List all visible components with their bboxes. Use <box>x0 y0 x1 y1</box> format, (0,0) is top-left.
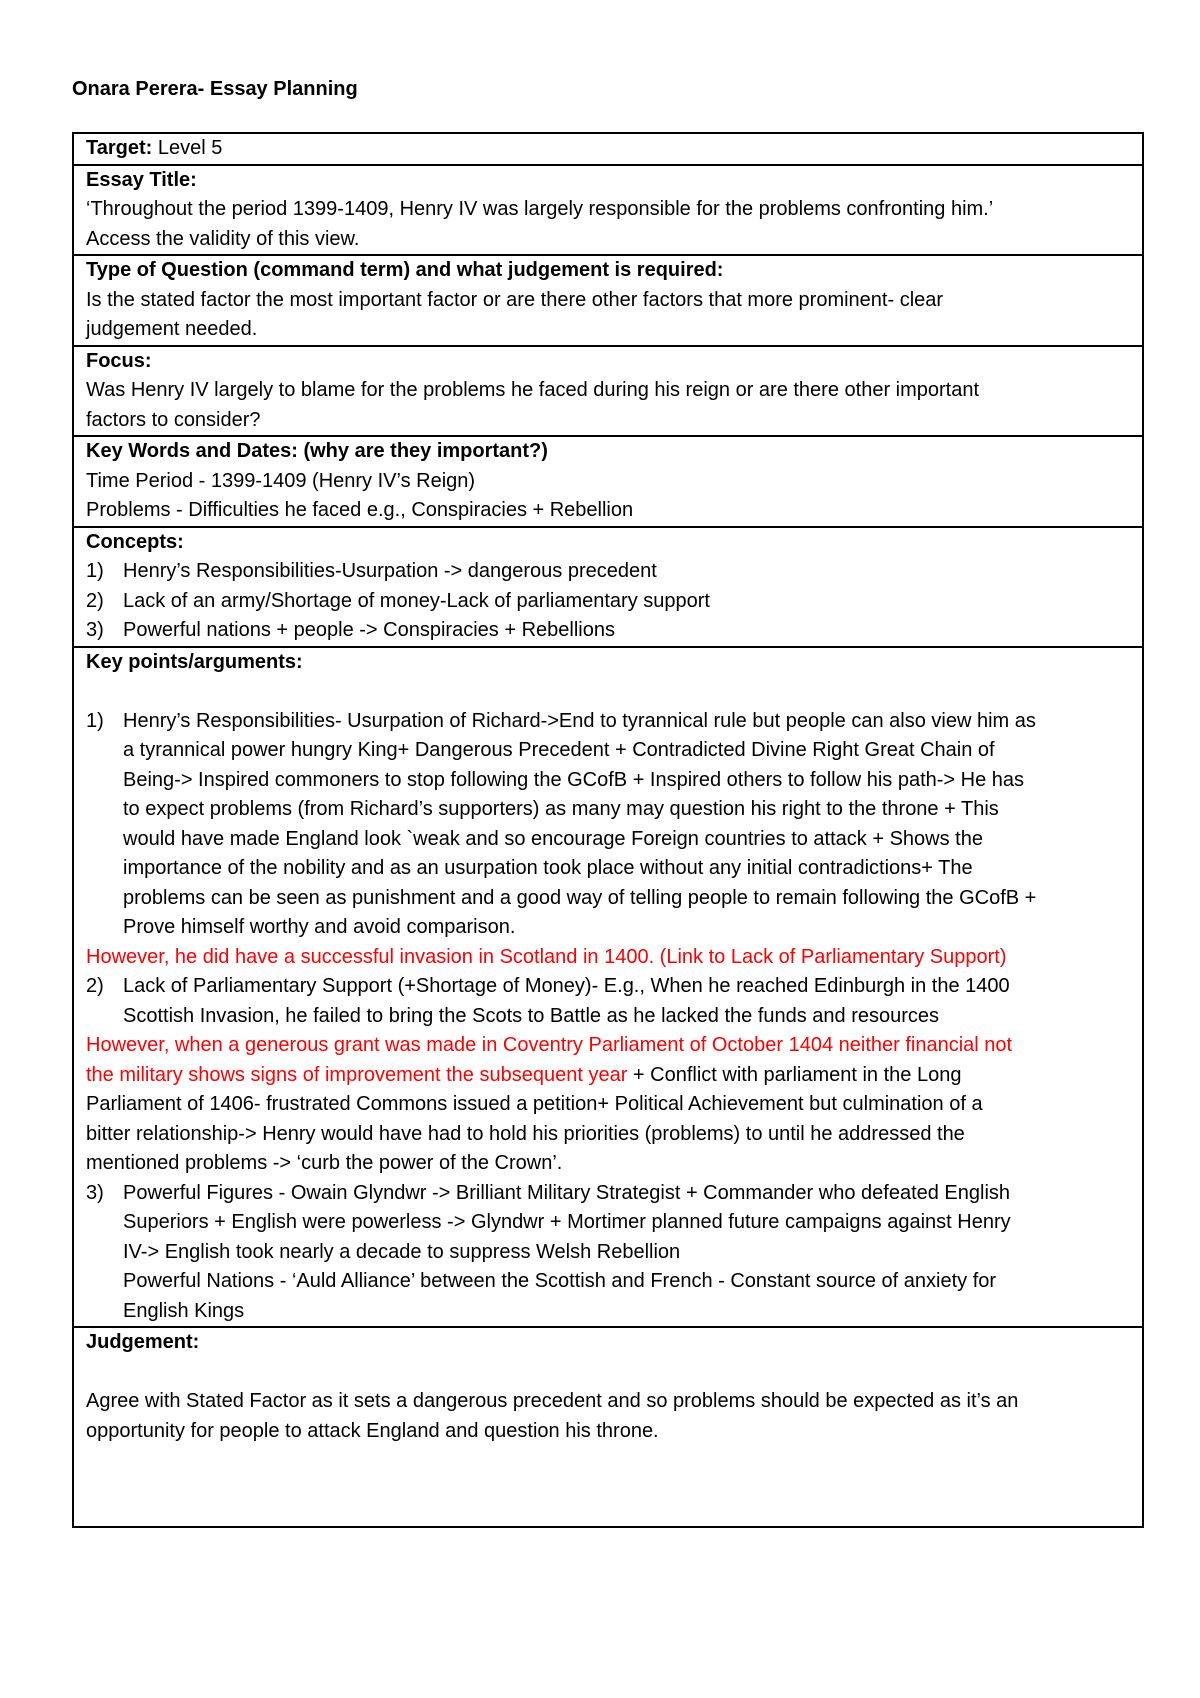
key-words-row <box>74 435 1142 526</box>
target-value: Level 5 <box>152 137 223 159</box>
point-line: bitter relationship-> Henry would have had to hold his priorities (problems) to until he addressed the <box>86 1122 965 1145</box>
point-line: importance of the nobility and as an usurpation took place without any initial contradictions+ The <box>123 857 973 879</box>
point-line: would have made England look `weak and so encourage Foreign countries to attack + Shows the <box>123 827 983 850</box>
point-line: Lack of Parliamentary Support (+Shortage of Money)- E.g., When he reached Edinburgh in the 1400 <box>123 975 1010 997</box>
focus-row <box>74 345 1142 436</box>
point-line: Parliament of 1406- frustrated Commons issued a petition+ Political Achievement but culmination of a <box>86 1093 983 1115</box>
list-item <box>86 1179 1132 1327</box>
focus-label: Focus: <box>86 349 152 372</box>
judgement-row <box>74 1326 1142 1526</box>
key-words-line: Time Period - 1399-1409 (Henry IV’s Reign) <box>86 469 476 492</box>
list-number: 3) <box>86 619 104 641</box>
point-line: Scottish Invasion, he failed to bring the Scots to Battle as he lacked the funds and resources <box>123 1004 940 1027</box>
point-line: Being-> Inspired commoners to stop following the GCofB + Inspired others to follow his path-> He has <box>123 768 1025 791</box>
judgement-line: opportunity for people to attack England and question his throne. <box>86 1419 659 1442</box>
list-item <box>86 616 1132 646</box>
point-line: a tyrannical power hungry King+ Dangerous Precedent + Contradicted Divine Right Great Chain of <box>123 739 995 761</box>
page-title: Onara Perera- Essay Planning <box>72 78 358 100</box>
question-type-line: Is the stated factor the most important factor or are there other factors that more prominent- clear <box>86 288 944 311</box>
question-type-line: judgement needed. <box>86 318 258 340</box>
point-line: problems can be seen as punishment and a good way of telling people to remain following the GCofB + <box>123 886 1037 909</box>
key-words-line: Problems - Difficulties he faced e.g., Conspiracies + Rebellion <box>86 499 634 521</box>
concepts-label: Concepts: <box>86 530 184 553</box>
list-item <box>86 557 1132 587</box>
point-line: English Kings <box>123 1299 245 1322</box>
point-line: Henry’s Responsibilities- Usurpation of Richard->End to tyrannical rule but people can also view him as <box>123 709 1036 732</box>
list-item <box>86 587 1132 617</box>
blank-line <box>86 1358 1132 1388</box>
list-number: 1) <box>86 709 104 732</box>
point-line: + Conflict with parliament in the Long <box>627 1063 962 1086</box>
concepts-row <box>74 526 1142 646</box>
counter-argument: However, he did have a successful invasion in Scotland in 1400. (Link to Lack of Parliamentary Support) <box>86 945 1007 968</box>
essay-title-label: Essay Title: <box>86 168 197 191</box>
list-number: 1) <box>86 560 104 582</box>
question-type-label: Type of Question (command term) and what judgement is required: <box>86 259 724 281</box>
essay-title-line: ‘Throughout the period 1399-1409, Henry IV was largely responsible for the problems confronting him.’ <box>86 198 994 220</box>
key-words-label: Key Words and Dates: (why are they important?) <box>86 440 548 462</box>
list-number: 2) <box>86 589 104 612</box>
focus-line: Was Henry IV largely to blame for the problems he faced during his reign or are there other important <box>86 379 980 401</box>
list-number: 2) <box>86 975 104 997</box>
essay-plan-table <box>72 132 1144 1528</box>
list-item-text: Powerful nations + people -> Conspiracies + Rebellions <box>123 619 615 641</box>
essay-title-line: Access the validity of this view. <box>86 227 360 250</box>
counter-argument: the military shows signs of improvement the subsequent year <box>86 1063 628 1086</box>
point-line: mentioned problems -> ‘curb the power of the Crown’. <box>86 1152 563 1174</box>
key-points-list <box>86 972 1132 1031</box>
target-row <box>74 134 1142 164</box>
list-item-text: Henry’s Responsibilities-Usurpation -> dangerous precedent <box>123 560 657 582</box>
key-points-row <box>74 646 1142 1327</box>
list-item-text: Lack of an army/Shortage of money-Lack of parliamentary support <box>123 589 710 612</box>
point-line: Powerful Nations - ‘Auld Alliance’ between the Scottish and French - Constant source of anxiety for <box>123 1270 997 1292</box>
point-line: to expect problems (from Richard’s supporters) as many may question his right to the throne + This <box>123 798 999 820</box>
list-number: 3) <box>86 1181 104 1204</box>
list-item <box>86 972 1132 1031</box>
concepts-list <box>86 557 1132 646</box>
judgement-label: Judgement: <box>86 1331 200 1353</box>
point-line: Prove himself worthy and avoid comparison. <box>123 916 516 938</box>
counter-argument: However, when a generous grant was made in Coventry Parliament of October 1404 neither financial not <box>86 1034 1013 1056</box>
judgement-line: Agree with Stated Factor as it sets a dangerous precedent and so problems should be expected as it’s an <box>86 1390 1019 1412</box>
essay-title-row <box>74 164 1142 255</box>
point-line: Powerful Figures - Owain Glyndwr -> Brilliant Military Strategist + Commander who defeated English <box>123 1181 1011 1204</box>
target-label: Target: <box>86 137 153 159</box>
list-item <box>86 707 1132 943</box>
key-points-list <box>86 707 1132 943</box>
blank-line <box>86 677 1132 707</box>
point-line: IV-> English took nearly a decade to suppress Welsh Rebellion <box>123 1240 681 1263</box>
focus-line: factors to consider? <box>86 408 261 431</box>
key-points-list <box>86 1179 1132 1327</box>
key-points-label: Key points/arguments: <box>86 650 303 673</box>
question-type-row <box>74 254 1142 345</box>
point-line: Superiors + English were powerless -> Glyndwr + Mortimer planned future campaigns against Henry <box>123 1211 1011 1233</box>
counter-argument-mixed <box>86 1061 1132 1091</box>
